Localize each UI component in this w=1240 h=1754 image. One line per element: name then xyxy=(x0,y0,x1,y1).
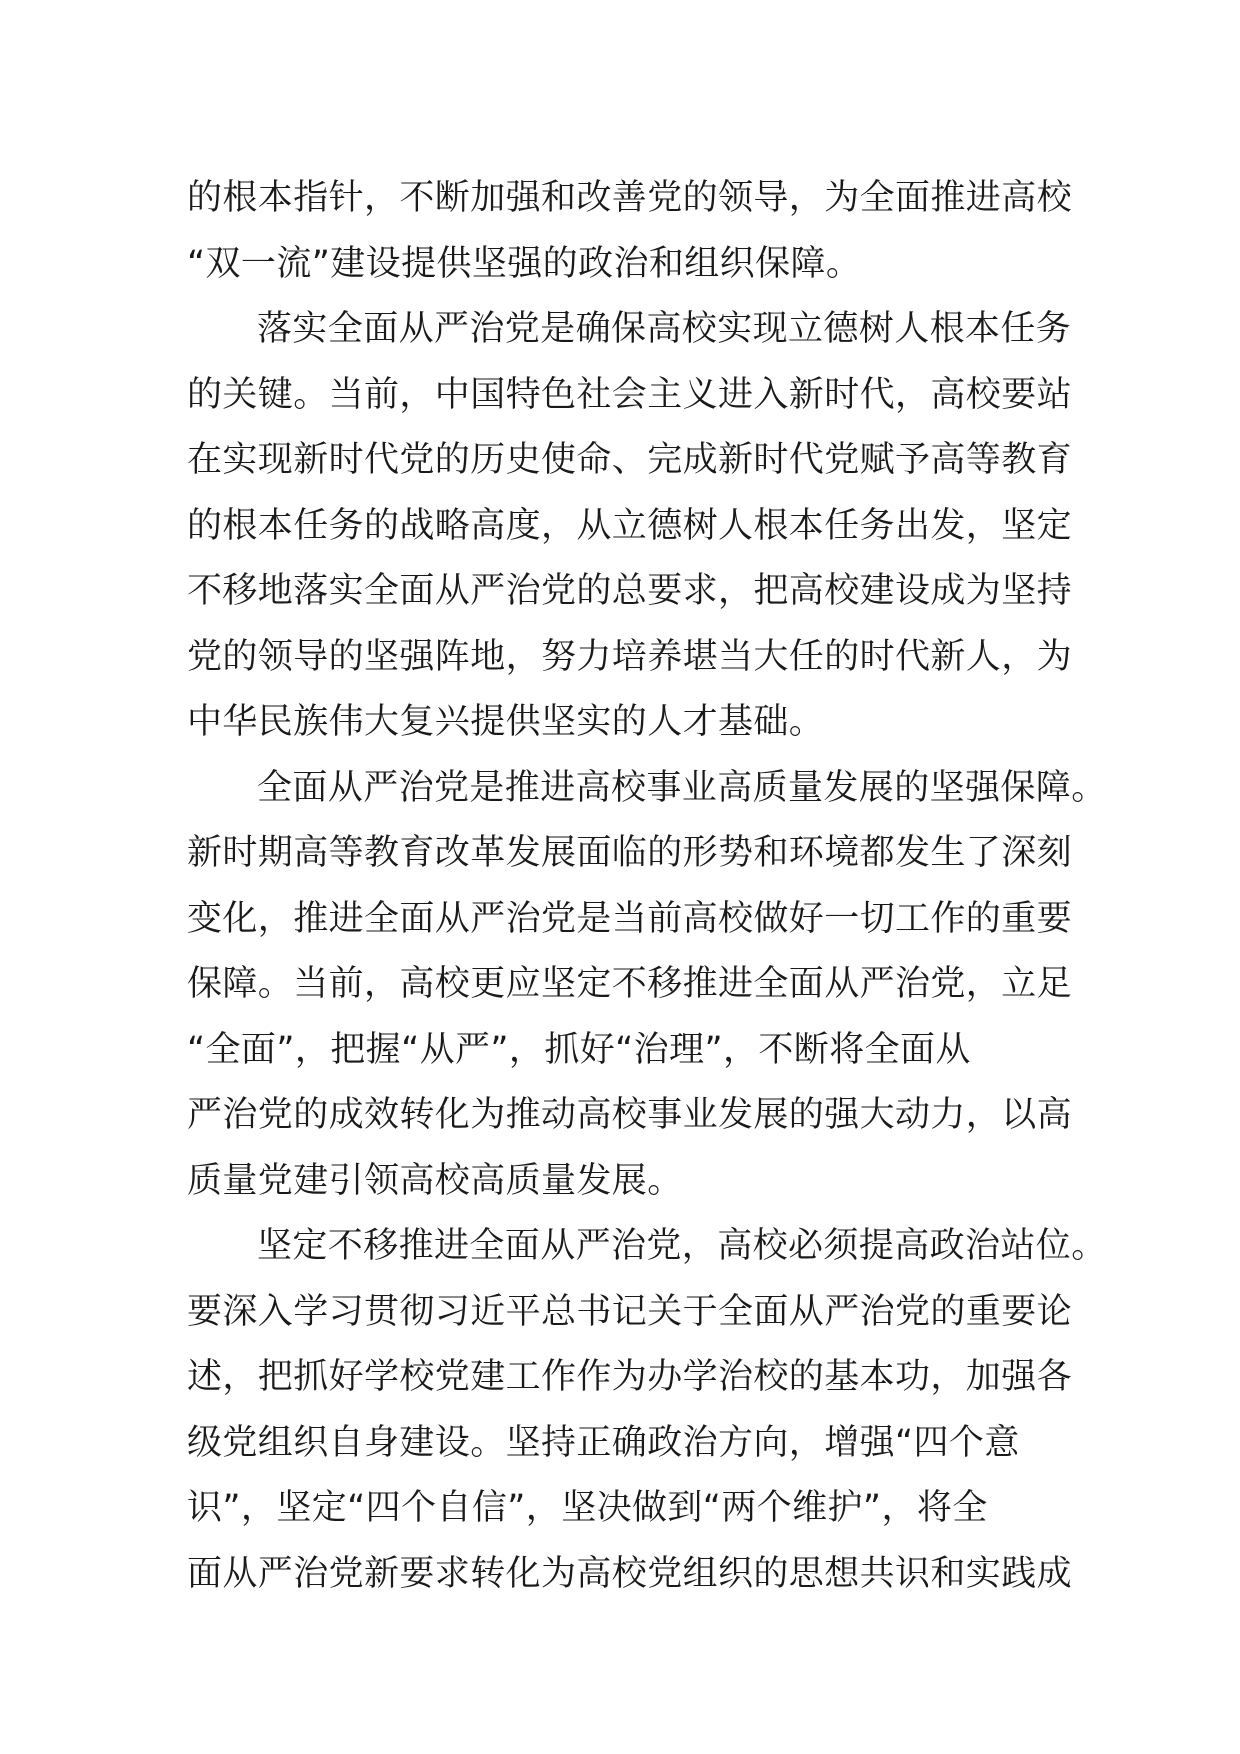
text-line-7: 不移地落实全面从严治党的总要求，把高校建设成为坚持 xyxy=(187,571,1073,611)
text-line-16: 质量党建引领高校高质量发展。 xyxy=(187,1160,683,1201)
text-line-3: 落实全面从严治党是确保高校实现立德树人根本任务 xyxy=(257,309,1072,349)
text-line-21: 识”，坚定“四个自信”，坚决做到“两个维护”，将全 xyxy=(187,1488,988,1528)
text-line-17: 坚定不移推进全面从严治党，高校必须提高政治站位。 xyxy=(257,1226,1107,1266)
text-line-4: 的关键。当前，中国特色社会主义进入新时代，高校要站 xyxy=(187,374,1073,415)
body-text xyxy=(187,166,1107,1607)
text-line-13: 保障。当前，高校更应坚定不移推进全面从严治党，立足 xyxy=(187,964,1073,1004)
text-line-5: 在实现新时代党的历史使命、完成新时代党赋予高等教育 xyxy=(187,440,1073,480)
text-line-10: 全面从严治党是推进高校事业高质量发展的坚强保障。 xyxy=(257,767,1107,808)
text-line-12: 变化，推进全面从严治党是当前高校做好一切工作的重要 xyxy=(187,898,1073,939)
text-line-22: 面从严治党新要求转化为高校党组织的思想共识和实践成 xyxy=(187,1553,1073,1594)
text-line-6: 的根本任务的战略高度，从立德树人根本任务出发，坚定 xyxy=(187,505,1073,546)
text-line-15: 严治党的成效转化为推动高校事业发展的强大动力，以高 xyxy=(187,1095,1073,1135)
text-line-9: 中华民族伟大复兴提供坚实的人才基础。 xyxy=(187,702,825,742)
text-line-2: “双一流”建设提供坚强的政治和组织保障。 xyxy=(187,243,862,284)
text-line-1: 的根本指针，不断加强和改善党的领导，为全面推进高校 xyxy=(187,178,1073,218)
text-line-18: 要深入学习贯彻习近平总书记关于全面从严治党的重要论 xyxy=(187,1291,1073,1332)
text-line-19: 述，把抓好学校党建工作作为办学治校的基本功，加强各 xyxy=(187,1357,1073,1397)
text-line-20: 级党组织自身建设。坚持正确政治方向，增强“四个意 xyxy=(187,1422,1020,1463)
text-line-14: “全面”，把握“从严”，抓好“治理”，不断将全面从 xyxy=(187,1029,971,1070)
text-line-11: 新时期高等教育改革发展面临的形势和环境都发生了深刻 xyxy=(187,833,1073,873)
text-line-8: 党的领导的坚强阵地，努力培养堪当大任的时代新人，为 xyxy=(187,636,1073,677)
